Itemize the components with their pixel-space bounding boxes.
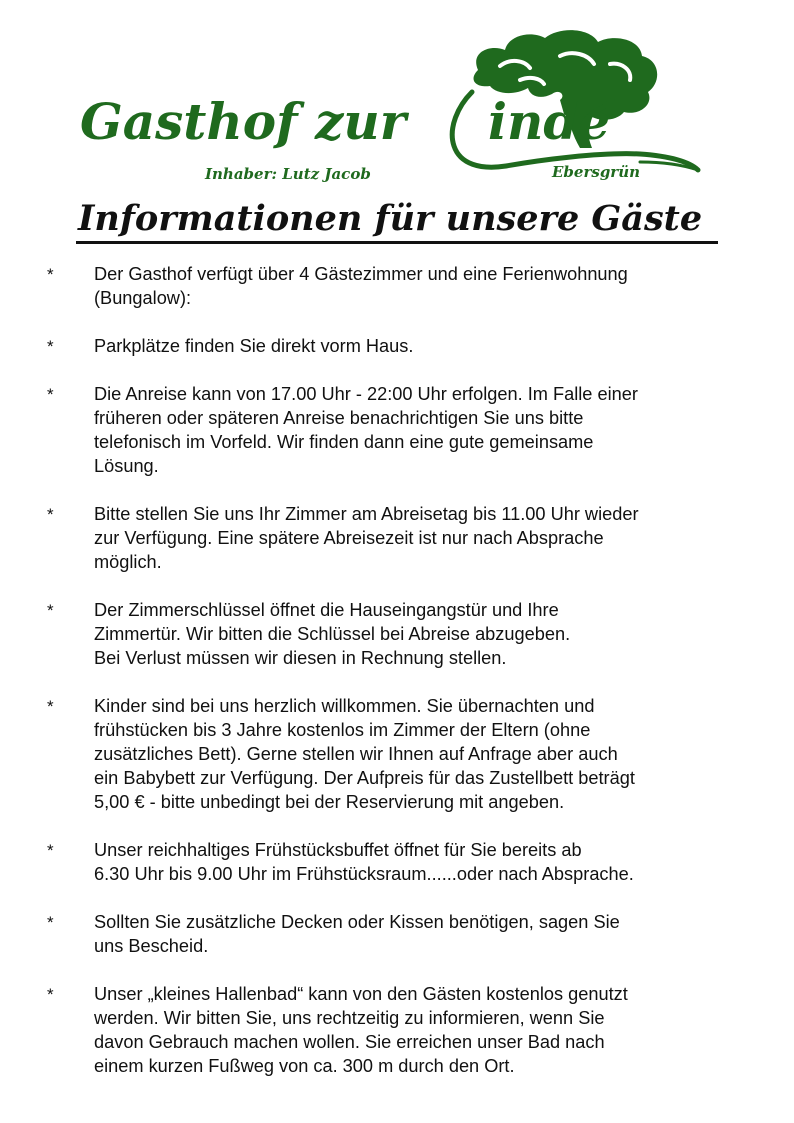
list-item-text-line: Bei Verlust müssen wir diesen in Rechnung stellen. xyxy=(94,648,507,668)
list-item xyxy=(0,334,794,358)
list-item-text-line: 6.30 Uhr bis 9.00 Uhr im Frühstücksraum......oder nach Absprache. xyxy=(94,864,634,884)
page-title: Informationen für unsere Gäste xyxy=(78,198,703,239)
logo-name-suffix: inde xyxy=(488,92,611,151)
bullet-marker: * xyxy=(47,265,54,284)
list-item-text-line: Sollten Sie zusätzliche Decken oder Kissen benötigen, sagen Sie xyxy=(94,912,620,932)
list-item-text-line: Unser reichhaltiges Frühstücksbuffet öffnet für Sie bereits ab xyxy=(94,840,582,860)
list-item-text-line: einem kurzen Fußweg von ca. 300 m durch den Ort. xyxy=(94,1056,515,1076)
list-item-text-line: Der Gasthof verfügt über 4 Gästezimmer und eine Ferienwohnung xyxy=(94,264,628,284)
info-list xyxy=(0,262,794,1102)
logo xyxy=(0,0,794,200)
heading-underline xyxy=(76,241,718,244)
bullet-marker: * xyxy=(47,505,54,524)
list-item xyxy=(0,598,794,670)
list-item-text-line: Unser „kleines Hallenbad“ kann von den Gästen kostenlos genutzt xyxy=(94,984,628,1004)
list-item-text-line: früheren oder späteren Anreise benachrichtigen Sie uns bitte xyxy=(94,408,584,428)
list-item-text-line: zur Verfügung. Eine spätere Abreisezeit ist nur nach Absprache xyxy=(94,528,604,548)
bullet-marker: * xyxy=(47,841,54,860)
list-item-text-line: Bitte stellen Sie uns Ihr Zimmer am Abreisetag bis 11.00 Uhr wieder xyxy=(94,504,639,524)
list-item xyxy=(0,982,794,1078)
list-item-text-line: Lösung. xyxy=(94,456,159,476)
bullet-marker: * xyxy=(47,913,54,932)
logo-place: Ebersgrün xyxy=(552,163,641,181)
list-item-text-line: uns Bescheid. xyxy=(94,936,209,956)
list-item xyxy=(0,910,794,958)
list-item-text-line: Der Zimmerschlüssel öffnet die Hauseingangstür und Ihre xyxy=(94,600,559,620)
list-item xyxy=(0,382,794,478)
list-item xyxy=(0,838,794,886)
list-item-text-line: Kinder sind bei uns herzlich willkommen. Sie übernachten und xyxy=(94,696,595,716)
list-item-text-line: zusätzliches Bett). Gerne stellen wir Ihnen auf Anfrage aber auch xyxy=(94,744,618,764)
bullet-marker: * xyxy=(47,337,54,356)
logo-owner: Inhaber: Lutz Jacob xyxy=(205,165,371,183)
list-item-text-line: 5,00 € - bitte unbedingt bei der Reservierung mit angeben. xyxy=(94,792,565,812)
list-item xyxy=(0,262,794,310)
list-item xyxy=(0,694,794,814)
list-item xyxy=(0,502,794,574)
bullet-marker: * xyxy=(47,697,54,716)
list-item-text-line: (Bungalow): xyxy=(94,288,192,308)
bullet-marker: * xyxy=(47,601,54,620)
list-item-text-line: davon Gebrauch machen wollen. Sie erreichen unser Bad nach xyxy=(94,1032,605,1052)
list-item-text-line: werden. Wir bitten Sie, uns rechtzeitig zu informieren, wenn Sie xyxy=(94,1008,605,1028)
list-item-text-line: möglich. xyxy=(94,552,162,572)
logo-name: Gasthof zur xyxy=(80,92,407,151)
bullet-marker: * xyxy=(47,985,54,1004)
list-item-text-line: Parkplätze finden Sie direkt vorm Haus. xyxy=(94,336,414,356)
list-item-text-line: frühstücken bis 3 Jahre kostenlos im Zimmer der Eltern (ohne xyxy=(94,720,591,740)
list-item-text-line: Die Anreise kann von 17.00 Uhr - 22:00 Uhr erfolgen. Im Falle einer xyxy=(94,384,638,404)
bullet-marker: * xyxy=(47,385,54,404)
list-item-text-line: telefonisch im Vorfeld. Wir finden dann eine gute gemeinsame xyxy=(94,432,594,452)
list-item-text-line: Zimmertür. Wir bitten die Schlüssel bei Abreise abzugeben. xyxy=(94,624,571,644)
list-item-text-line: ein Babybett zur Verfügung. Der Aufpreis für das Zustellbett beträgt xyxy=(94,768,635,788)
